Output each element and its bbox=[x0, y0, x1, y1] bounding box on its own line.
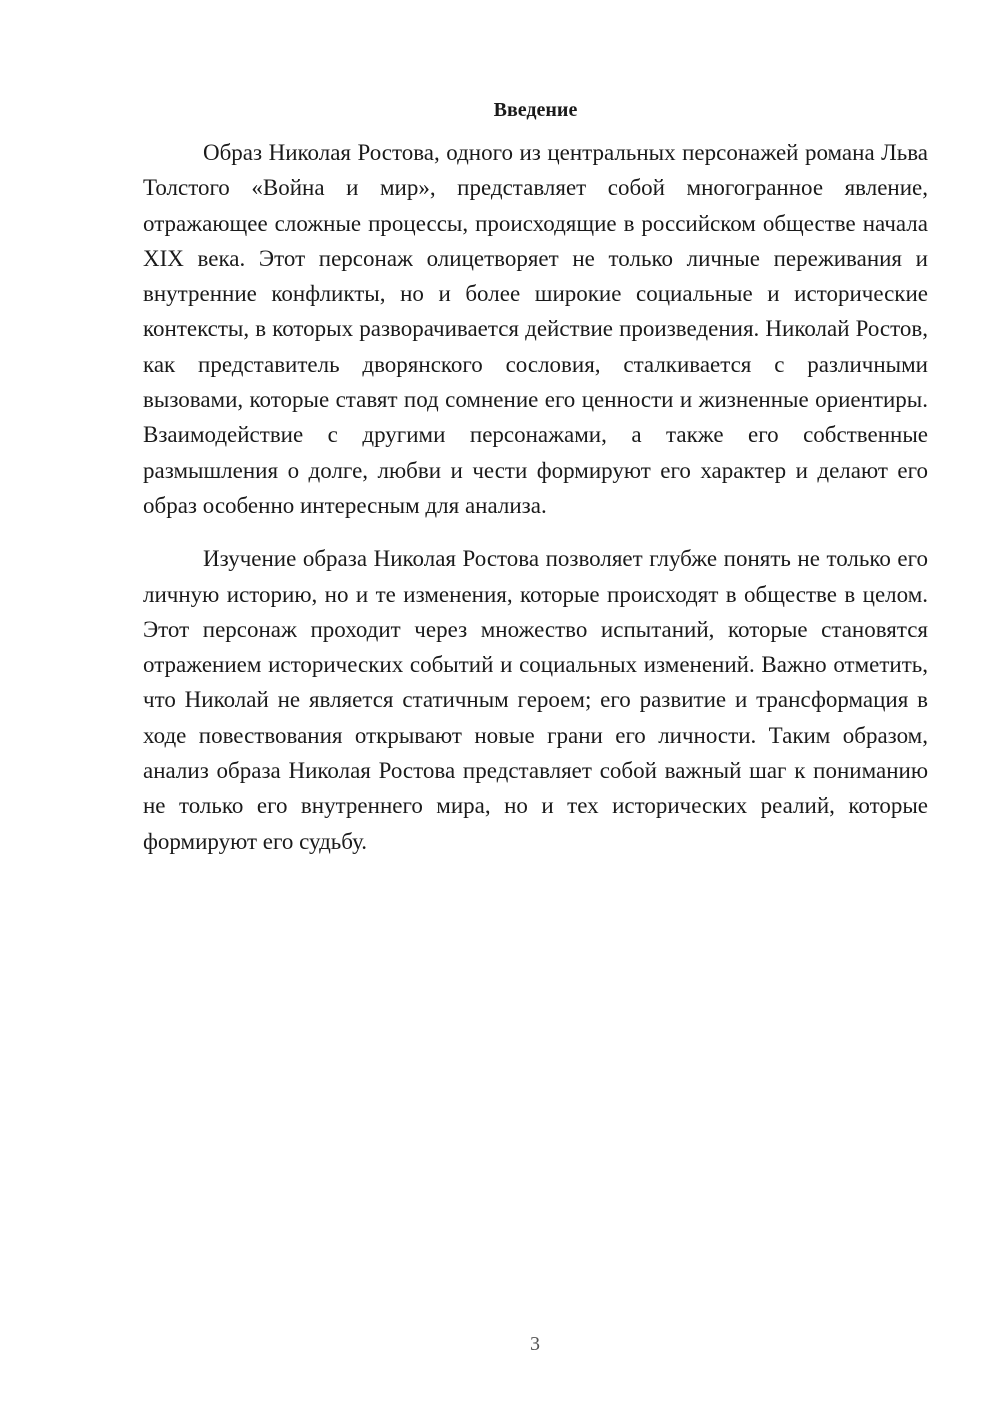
paragraph-1: Образ Николая Ростова, одного из центральных персонажей романа Льва Толстого «Война и мир», представляет собой многогранное явление, отражающее сложные процессы, происходящие в российском обществе начала XIX века. Этот персонаж олицетворяет не только личные переживания и внутренние конфликты, но и более широкие социальные и исторические контексты, в которых разворачивается действие произведения. Николай Ростов, как представитель дворянского сословия, сталкивается с различными вызовами, которые ставят под сомнение его ценности и жизненные ориентиры. Взаимодействие с другими персонажами, а также его собственные размышления о долге, любви и чести формируют его характер и делают его образ особенно интересным для анализа. bbox=[143, 140, 928, 518]
paragraph-2: Изучение образа Николая Ростова позволяет глубже понять не только его личную историю, но и те изменения, которые происходят в обществе в целом. Этот персонаж проходит через множество испытаний, которые становятся отражением исторических событий и социальных изменений. Важно отметить, что Николай не является статичным героем; его развитие и трансформация в ходе повествования открывают новые грани его личности. Таким образом, анализ образа Николая Ростова представляет собой важный шаг к пониманию не только его внутреннего мира, но и тех исторических реалий, которые формируют его судьбу. bbox=[143, 546, 928, 854]
page-number: 3 bbox=[530, 1333, 540, 1355]
section-heading: Введение bbox=[493, 99, 578, 121]
page-content bbox=[143, 95, 928, 877]
